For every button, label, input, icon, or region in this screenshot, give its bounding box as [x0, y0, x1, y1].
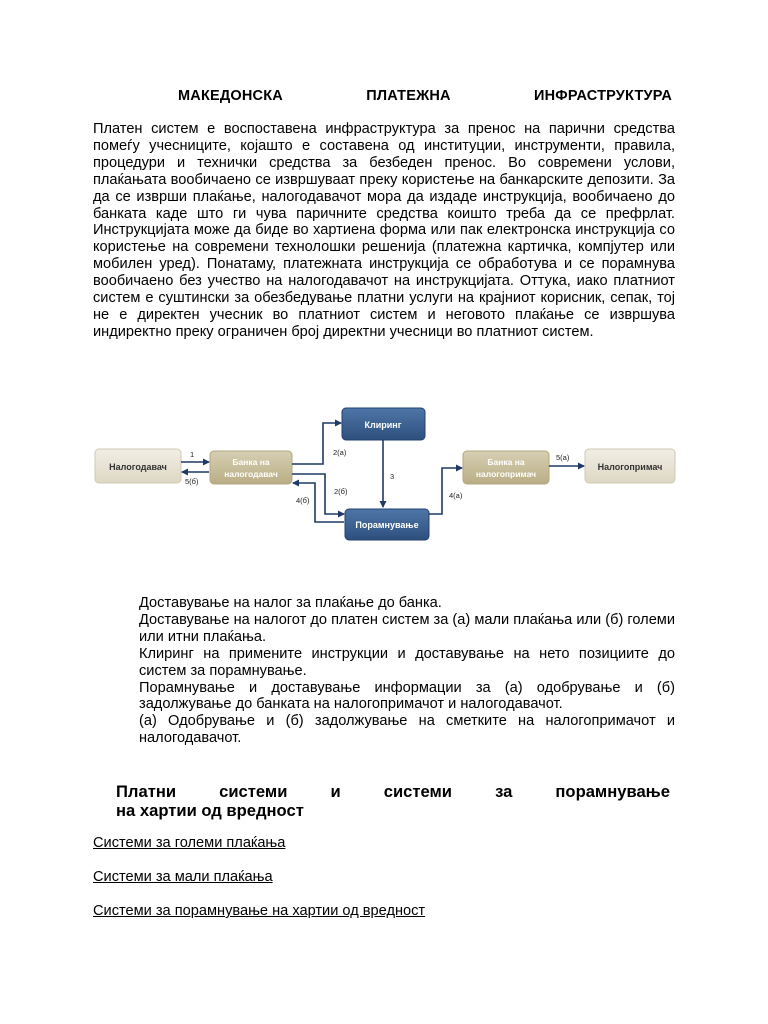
heading-word: порамнување	[555, 782, 670, 801]
clearing-label: Клиринг	[364, 420, 402, 430]
link-small-payments[interactable]: Системи за мали плаќања	[93, 869, 273, 885]
step-item: Клиринг на примените инструкции и доставување на нето позициите до систем за порамнување.	[139, 645, 675, 679]
payee-bank-label-line1: Банка на	[487, 457, 525, 467]
label-step-5b: 5(б)	[185, 477, 199, 486]
heading-word: за	[495, 782, 513, 801]
link-securities-settlement[interactable]: Системи за порамнување на хартии од вредност	[93, 903, 426, 919]
links-list	[93, 835, 693, 937]
payment-flow-diagram	[93, 402, 683, 547]
link-large-payments[interactable]: Системи за големи плаќања	[93, 835, 286, 851]
step-item: Доставување на налогот до платен систем за (а) мали плаќања или (б) големи или итни плаќања.	[139, 611, 675, 645]
title-word-2: ПЛАТЕЖНА	[366, 88, 451, 104]
intro-paragraph: Платен систем е воспоставена инфраструктура за пренос на парични средства помеѓу учесниците, којашто е составена од институции, инструменти, правила, процедури и технички средства за безбеден пренос. Во современи услови, плаќањата вообичаено се извршуваат преку користење на банкарските депозити. За да се изврши плаќање, налогодавачот мора да издаде инструкција, вообичаено до банката каде што ги чува паричните средства коишто треба да се префрлат. Инструкцијата може да биде во хартиена форма или пак електронска инструкција со користење на современи технолошки решенија (платежна картичка, компјутер или мобилен уред). Понатаму, платежната инструкција се обработува и се порамнува вообичаено без учество на налогодавачот на инструкцијата. Оттука, иако платниот систем е суштински за обезбедување платни услуги на крајниот корисник, сепак, тој не е директен учесник во платниот систем и неговото плаќање се извршува индиректно преку ограничен број директни учесници во платниот систем.	[93, 121, 675, 340]
title-word-3: ИНФРАСТРУКТУРА	[533, 88, 672, 104]
payee-label: Налогопримач	[597, 462, 663, 472]
label-step-4b: 4(б)	[296, 496, 310, 505]
label-step-4a: 4(а)	[449, 491, 463, 500]
title-word-1: МАКЕДОНСКА	[178, 88, 283, 104]
section-heading	[116, 782, 670, 820]
heading-word: и	[330, 782, 341, 801]
step-item: Доставување на налог за плаќање до банка.	[139, 595, 442, 611]
label-step-2a: 2(а)	[333, 448, 347, 457]
heading-word: Платни	[116, 782, 177, 801]
step-item: (а) Одобрување и (б) задолжување на сметките на налогопримачот и налогодавачот.	[139, 713, 675, 747]
arrow-step-2a	[292, 423, 341, 464]
payee-bank-label-line2: налогопримач	[475, 469, 537, 479]
settlement-label: Порамнување	[355, 520, 419, 530]
payer-bank-box	[210, 451, 292, 484]
label-step-2b: 2(б)	[334, 487, 348, 496]
payer-bank-label-line2: налогодавач	[224, 469, 278, 479]
label-step-5a: 5(а)	[556, 453, 570, 462]
section-heading-line2: на хартии од вредност	[116, 801, 304, 820]
label-step-1: 1	[190, 450, 195, 459]
heading-word: системи	[383, 782, 453, 801]
section-heading-line1	[116, 782, 670, 801]
page-title	[178, 88, 672, 104]
label-step-3: 3	[390, 472, 395, 481]
payer-label: Налогодавач	[109, 462, 167, 472]
step-item: Порамнување и доставување информации за (а) одобрување и (б) задолжување до банката на налогопримачот и налогодавачот.	[139, 679, 675, 713]
payee-bank-box	[463, 451, 549, 484]
steps-list	[139, 595, 675, 747]
heading-word: системи	[219, 782, 288, 801]
payer-bank-label-line1: Банка на	[232, 457, 270, 467]
